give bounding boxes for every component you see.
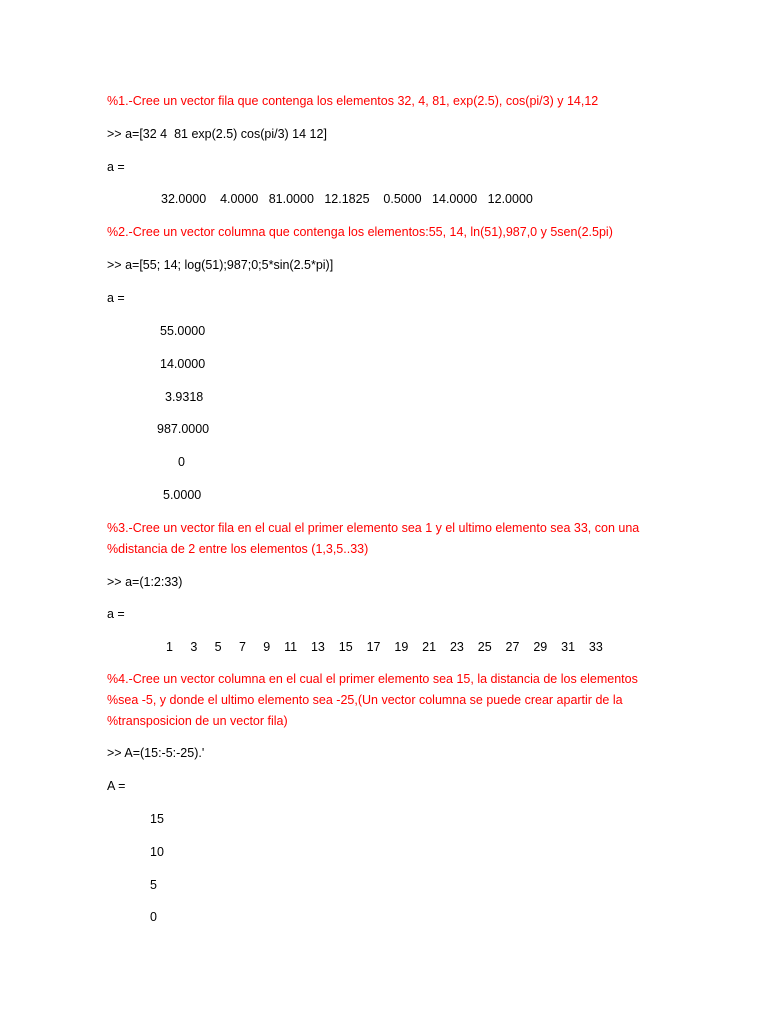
exercise-2-command: >> a=[55; 14; log(51);987;0;5*sin(2.5*pi)] bbox=[107, 258, 334, 272]
exercise-1-command: >> a=[32 4 81 exp(2.5) cos(pi/3) 14 12] bbox=[107, 127, 327, 141]
exercise-2-value: 987.0000 bbox=[157, 422, 210, 436]
exercise-3-comment-line-1: %3.-Cree un vector fila en el cual el primer elemento sea 1 y el ultimo elemento sea 33, con una bbox=[107, 521, 640, 535]
exercise-4-comment-line-3: %transposicion de un vector fila) bbox=[107, 714, 288, 728]
exercise-4-command: >> A=(15:-5:-25).' bbox=[107, 746, 205, 760]
exercise-2-value: 14.0000 bbox=[160, 357, 206, 371]
exercise-2-comment: %2.-Cree un vector columna que contenga los elementos:55, 14, ln(51),987,0 y 5sen(2.5pi) bbox=[107, 225, 613, 239]
exercise-3-var: a = bbox=[107, 607, 125, 621]
exercise-2-value: 5.0000 bbox=[163, 488, 202, 502]
exercise-3-command: >> a=(1:2:33) bbox=[107, 575, 183, 589]
exercise-4-value: 15 bbox=[150, 812, 164, 826]
exercise-3-result: 1 3 5 7 9 11 13 15 17 19 21 23 25 27 29 31 33 bbox=[166, 640, 603, 654]
exercise-4-value: 0 bbox=[150, 910, 157, 924]
exercise-4-comment-line-2: %sea -5, y donde el ultimo elemento sea -25,(Un vector columna se puede crear apartir de la bbox=[107, 693, 623, 707]
exercise-4-comment-line-1: %4.-Cree un vector columna en el cual el primer elemento sea 15, la distancia de los elementos bbox=[107, 672, 638, 686]
exercise-1-var: a = bbox=[107, 160, 125, 174]
exercise-2-var: a = bbox=[107, 291, 125, 305]
exercise-2-value: 3.9318 bbox=[165, 390, 204, 404]
exercise-4-var: A = bbox=[107, 779, 126, 793]
exercise-4-value: 5 bbox=[150, 878, 157, 892]
exercise-2-value: 0 bbox=[178, 455, 185, 469]
exercise-1-result: 32.0000 4.0000 81.0000 12.1825 0.5000 14.0000 12.0000 bbox=[161, 192, 533, 206]
exercise-3-comment-line-2: %distancia de 2 entre los elementos (1,3,5..33) bbox=[107, 542, 369, 556]
exercise-2-value: 55.0000 bbox=[160, 324, 206, 338]
exercise-4-value: 10 bbox=[150, 845, 164, 859]
exercise-1-comment: %1.-Cree un vector fila que contenga los elementos 32, 4, 81, exp(2.5), cos(pi/3) y 14,12 bbox=[107, 94, 599, 108]
